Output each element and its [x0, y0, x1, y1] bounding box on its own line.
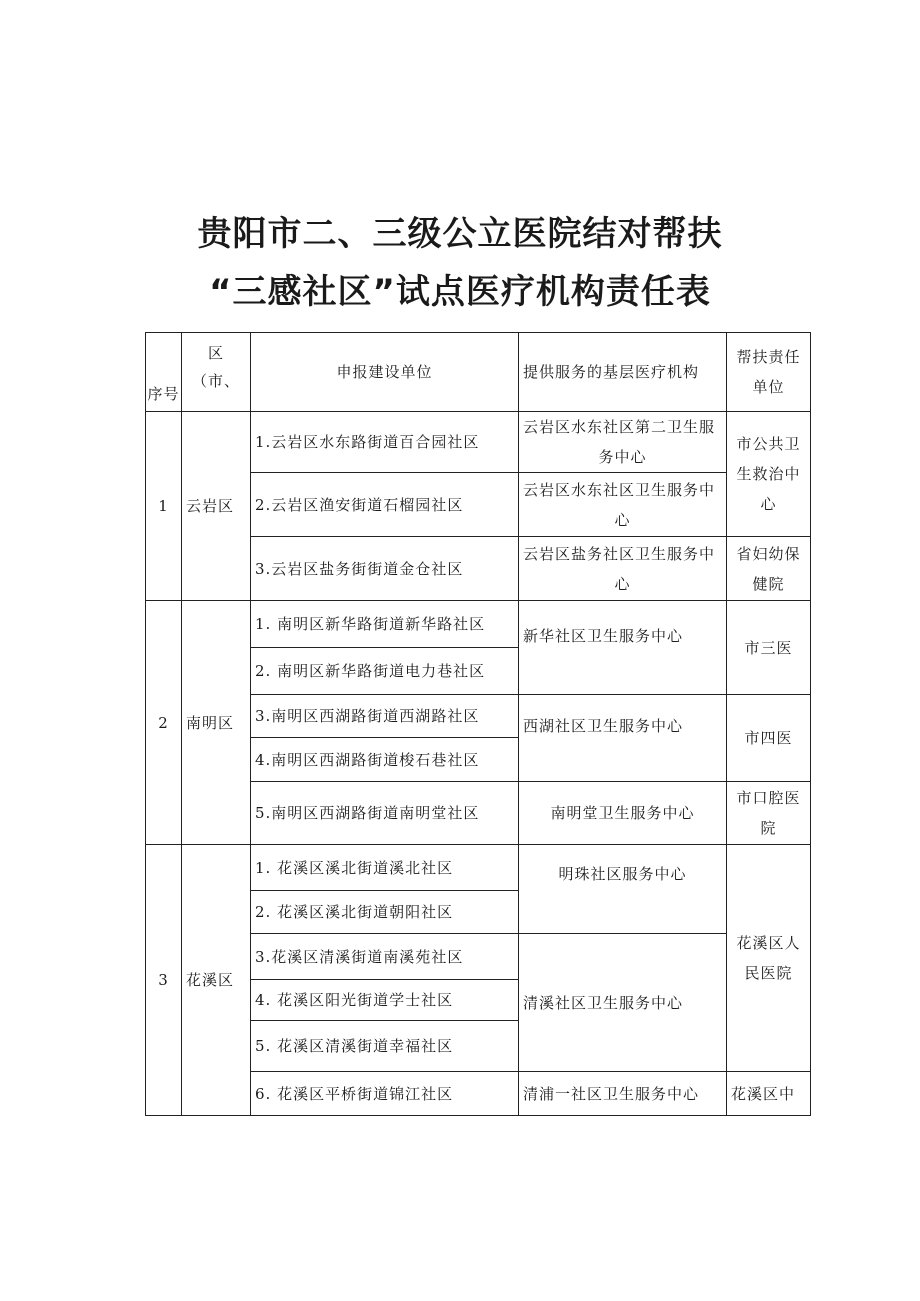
header-district: 区 （市、 [182, 333, 251, 412]
header-seq: 序号 [146, 333, 182, 412]
responsible-cell: 市三医 [727, 601, 811, 695]
unit-cell: 5. 花溪区清溪街道幸福社区 [251, 1021, 519, 1072]
unit-cell: 4. 花溪区阳光街道学士社区 [251, 980, 519, 1021]
district-cell: 花溪区 [182, 845, 251, 1116]
unit-cell: 2.云岩区渔安街道石榴园社区 [251, 473, 519, 537]
table-header-row [146, 333, 811, 412]
unit-cell: 3.云岩区盐务街街道金仓社区 [251, 537, 519, 601]
institution-cell: 新华社区卫生服务中心 [519, 601, 727, 695]
institution-cell: 云岩区水东社区第二卫生服 务中心 [519, 412, 727, 473]
district-cell: 南明区 [182, 601, 251, 845]
unit-cell: 5.南明区西湖路街道南明堂社区 [251, 782, 519, 845]
district-cell: 云岩区 [182, 412, 251, 601]
institution-cell: 明珠社区服务中心 [519, 845, 727, 934]
header-responsible: 帮扶责任 单位 [727, 333, 811, 412]
unit-cell: 3.南明区西湖路街道西湖路社区 [251, 695, 519, 738]
responsible-cell: 省妇幼保 健院 [727, 537, 811, 601]
unit-cell: 2. 南明区新华路街道电力巷社区 [251, 648, 519, 695]
header-institution: 提供服务的基层医疗机构 [519, 333, 727, 412]
page-title-line1: 贵阳市二、三级公立医院结对帮扶 [197, 214, 723, 254]
responsible-cell: 市口腔医 院 [727, 782, 811, 845]
table-row [146, 412, 811, 473]
table-row [146, 845, 811, 891]
responsibility-table [145, 332, 811, 1116]
header-unit: 申报建设单位 [251, 333, 519, 412]
institution-cell: 清浦一社区卫生服务中心 [519, 1072, 727, 1116]
unit-cell: 3.花溪区清溪街道南溪苑社区 [251, 934, 519, 980]
institution-cell: 云岩区盐务社区卫生服务中 心 [519, 537, 727, 601]
institution-cell: 南明堂卫生服务中心 [519, 782, 727, 845]
table-row [146, 601, 811, 648]
institution-cell: 西湖社区卫生服务中心 [519, 695, 727, 782]
unit-cell: 1. 花溪区溪北街道溪北社区 [251, 845, 519, 891]
seq-cell: 3 [146, 845, 182, 1116]
responsible-cell: 花溪区人 民医院 [727, 845, 811, 1072]
responsible-cell: 花溪区中 [727, 1072, 811, 1116]
responsible-cell: 市四医 [727, 695, 811, 782]
unit-cell: 2. 花溪区溪北街道朝阳社区 [251, 891, 519, 934]
seq-cell: 2 [146, 601, 182, 845]
unit-cell: 1.云岩区水东路街道百合园社区 [251, 412, 519, 473]
institution-cell: 清溪社区卫生服务中心 [519, 934, 727, 1072]
unit-cell: 1. 南明区新华路街道新华路社区 [251, 601, 519, 648]
institution-cell: 云岩区水东社区卫生服务中 心 [519, 473, 727, 537]
seq-cell: 1 [146, 412, 182, 601]
unit-cell: 4.南明区西湖路街道梭石巷社区 [251, 738, 519, 782]
page-title-line2: “三感社区”试点医疗机构责任表 [209, 272, 711, 312]
unit-cell: 6. 花溪区平桥街道锦江社区 [251, 1072, 519, 1116]
responsible-cell: 市公共卫 生救治中 心 [727, 412, 811, 537]
